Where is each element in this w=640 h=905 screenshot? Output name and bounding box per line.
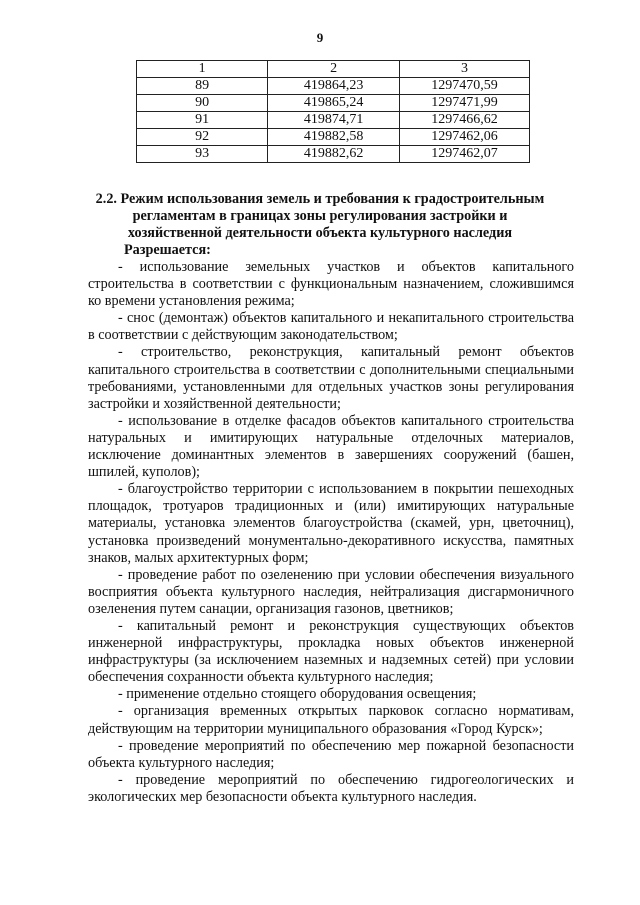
list-item: - использование земельных участков и объектов капитального строительства в соответствии с функциональным назначением, сложившимся ко времени установления режима;	[88, 259, 574, 310]
section-heading	[0, 191, 640, 242]
table-cell: 1297466,62	[399, 112, 529, 129]
table-cell: 90	[137, 95, 268, 112]
list-item: - капитальный ремонт и реконструкция существующих объектов инженерной инфраструктуры, прокладка новых объектов инженерной инфраструктуры (за исключением наземных и надземных сетей) при условии обеспечения сохранности объекта культурного наследия;	[88, 617, 574, 686]
table-row	[137, 112, 530, 129]
table-cell: 419874,71	[268, 112, 400, 129]
list-item: - благоустройство территории с использованием в покрытии пешеходных площадок, тротуаров традиционных и (или) имитирующих натуральные материалы, установка элементов благоустройства (скамей, урн, цветочниц), установка произведений монументально-декоративного искусства, памятных знаков, малых архитектурных форм;	[88, 481, 574, 566]
table-header-cell: 2	[268, 61, 400, 78]
list-item: - применение отдельно стоящего оборудования освещения;	[118, 686, 477, 703]
table-row	[137, 78, 530, 95]
list-item: - использование в отделке фасадов объектов капитального строительства натуральных и имитирующих натуральные отделочных материалов, исключение доминантных элементов в завершениях сооружений (башен, шпилей, куполов);	[88, 412, 574, 481]
table-cell: 91	[137, 112, 268, 129]
table-row	[137, 95, 530, 112]
table-cell: 1297471,99	[399, 95, 529, 112]
page-number: 9	[316, 30, 324, 45]
table-cell: 89	[137, 78, 268, 95]
table-cell: 419864,23	[268, 78, 400, 95]
table-cell: 419882,58	[268, 129, 400, 146]
list-item: - проведение мероприятий по обеспечению мер пожарной безопасности объекта культурного наследия;	[88, 737, 574, 771]
table-row	[137, 146, 530, 163]
table-cell: 419865,24	[268, 95, 400, 112]
table-cell: 93	[137, 146, 268, 163]
table-cell: 1297462,06	[399, 129, 529, 146]
section-heading-line: 2.2. Режим использования земель и требования к градостроительным	[95, 191, 545, 207]
section-heading-line: регламентам в границах зоны регулирования застройки и	[132, 208, 508, 224]
table-header-cell: 3	[399, 61, 529, 78]
table-cell: 1297462,07	[399, 146, 529, 163]
list-item: - снос (демонтаж) объектов капитального и некапитального строительства в соответствии с действующим законодательством;	[88, 310, 574, 344]
table-cell: 419882,62	[268, 146, 400, 163]
list-item: - организация временных открытых парковок согласно нормативам, действующим на территории муниципального образования «Город Курск»;	[88, 703, 574, 737]
table-header-row	[137, 61, 530, 78]
list-item: - строительство, реконструкция, капитальный ремонт объектов капитального строительства в соответствии с дополнительными специальными требованиями, установленными для отдельных участков зоны регулирования застройки и хозяйственной деятельности;	[88, 344, 574, 412]
table-cell: 92	[137, 129, 268, 146]
list-item: - проведение мероприятий по обеспечению гидрогеологических и экологических мер безопасности объекта культурного наследия.	[88, 771, 574, 805]
coordinates-table	[136, 60, 530, 163]
allowed-label: Разрешается:	[124, 242, 211, 258]
table-cell: 1297470,59	[399, 78, 529, 95]
body-text	[88, 259, 574, 806]
section-heading-line: хозяйственной деятельности объекта культурного наследия	[127, 225, 513, 241]
list-item: - проведение работ по озеленению при условии обеспечения визуального восприятия объекта культурного наследия, нейтрализация дисгармоничного озеленения путем санации, организация газонов, цветников;	[88, 566, 574, 617]
table-row	[137, 129, 530, 146]
table-header-cell: 1	[137, 61, 268, 78]
